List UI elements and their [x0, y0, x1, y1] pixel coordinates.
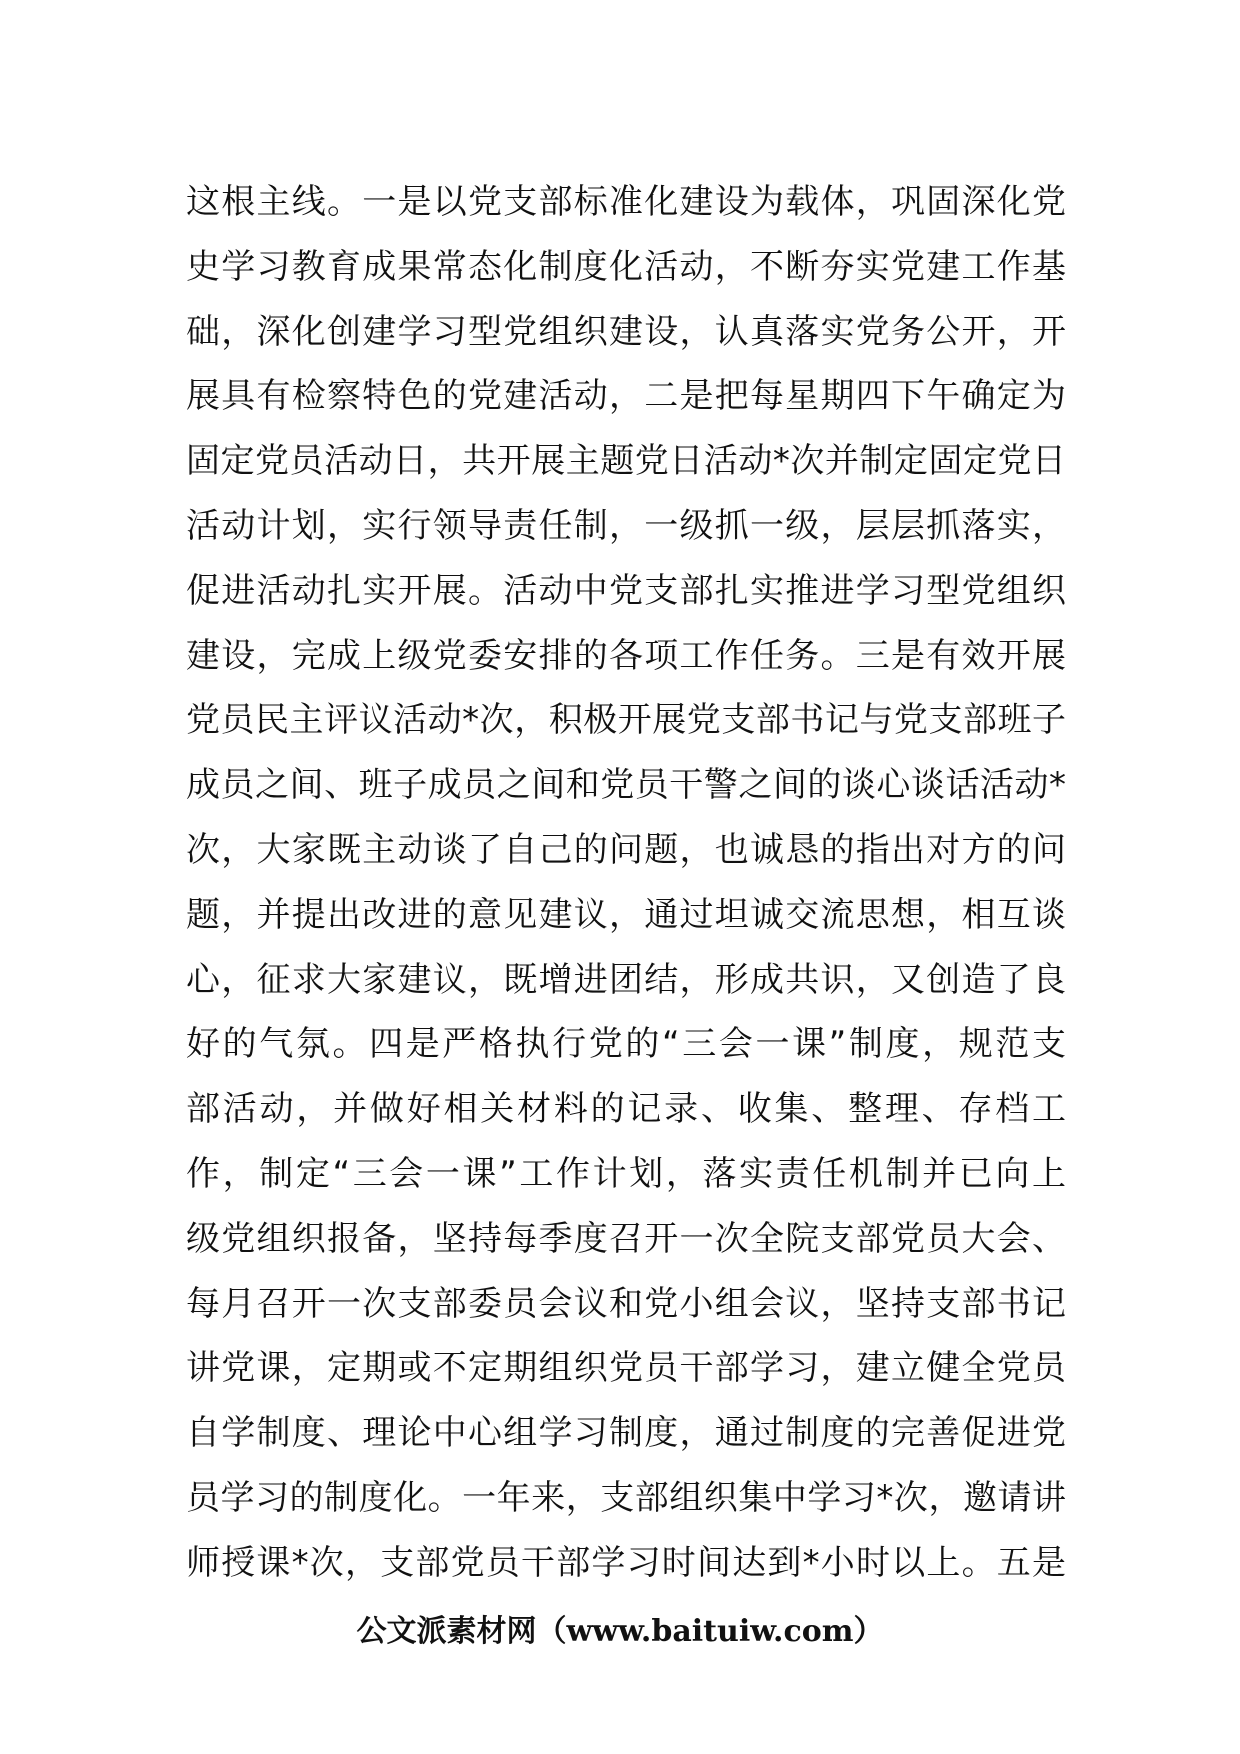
- text-line: 自学制度、理论中心组学习制度，通过制度的完善促进党: [186, 1413, 1066, 1454]
- text-line: 建设，完成上级党委安排的各项工作任务。三是有效开展: [186, 635, 1066, 676]
- text-line: 题，并提出改进的意见建议，通过坦诚交流思想，相互谈: [186, 894, 1066, 935]
- page-footer: 公文派素材网（www.baituiw.com）: [356, 1614, 884, 1649]
- text-line: 级党组织报备，坚持每季度召开一次全院支部党员大会、: [186, 1218, 1066, 1259]
- text-line: 础，深化创建学习型党组织建设，认真落实党务公开，开: [186, 311, 1066, 352]
- text-line: 展具有检察特色的党建活动，二是把每星期四下午确定为: [186, 376, 1066, 417]
- text-line: 固定党员活动日，共开展主题党日活动*次并制定固定党日: [186, 441, 1066, 482]
- text-line: 作，制定“三会一课”工作计划，落实责任机制并已向上: [186, 1153, 1066, 1194]
- text-line: 每月召开一次支部委员会议和党小组会议，坚持支部书记: [186, 1283, 1066, 1324]
- text-line: 促进活动扎实开展。活动中党支部扎实推进学习型党组织: [186, 570, 1066, 611]
- text-line: 次，大家既主动谈了自己的问题，也诚恳的指出对方的问: [186, 829, 1066, 870]
- text-line: 这根主线。一是以党支部标准化建设为载体，巩固深化党: [186, 182, 1066, 222]
- text-line: 讲党课，定期或不定期组织党员干部学习，建立健全党员: [186, 1348, 1066, 1389]
- body-text: [186, 170, 1066, 1596]
- text-line: 师授课*次，支部党员干部学习时间达到*小时以上。五是: [186, 1542, 1066, 1583]
- text-line: 员学习的制度化。一年来，支部组织集中学习*次，邀请讲: [186, 1477, 1066, 1518]
- text-line: 部活动，并做好相关材料的记录、收集、整理、存档工: [186, 1089, 1066, 1130]
- text-line: 党员民主评议活动*次，积极开展党支部书记与党支部班子: [186, 700, 1066, 741]
- text-line: 成员之间、班子成员之间和党员干警之间的谈心谈话活动*: [186, 765, 1066, 806]
- text-line: 史学习教育成果常态化制度化活动，不断夯实党建工作基: [186, 246, 1066, 287]
- text-line: 心，征求大家建议，既增进团结，形成共识，又创造了良: [186, 959, 1066, 1000]
- text-line: 活动计划，实行领导责任制，一级抓一级，层层抓落实，: [186, 505, 1066, 546]
- text-line: 好的气氛。四是严格执行党的“三会一课”制度，规范支: [186, 1024, 1066, 1065]
